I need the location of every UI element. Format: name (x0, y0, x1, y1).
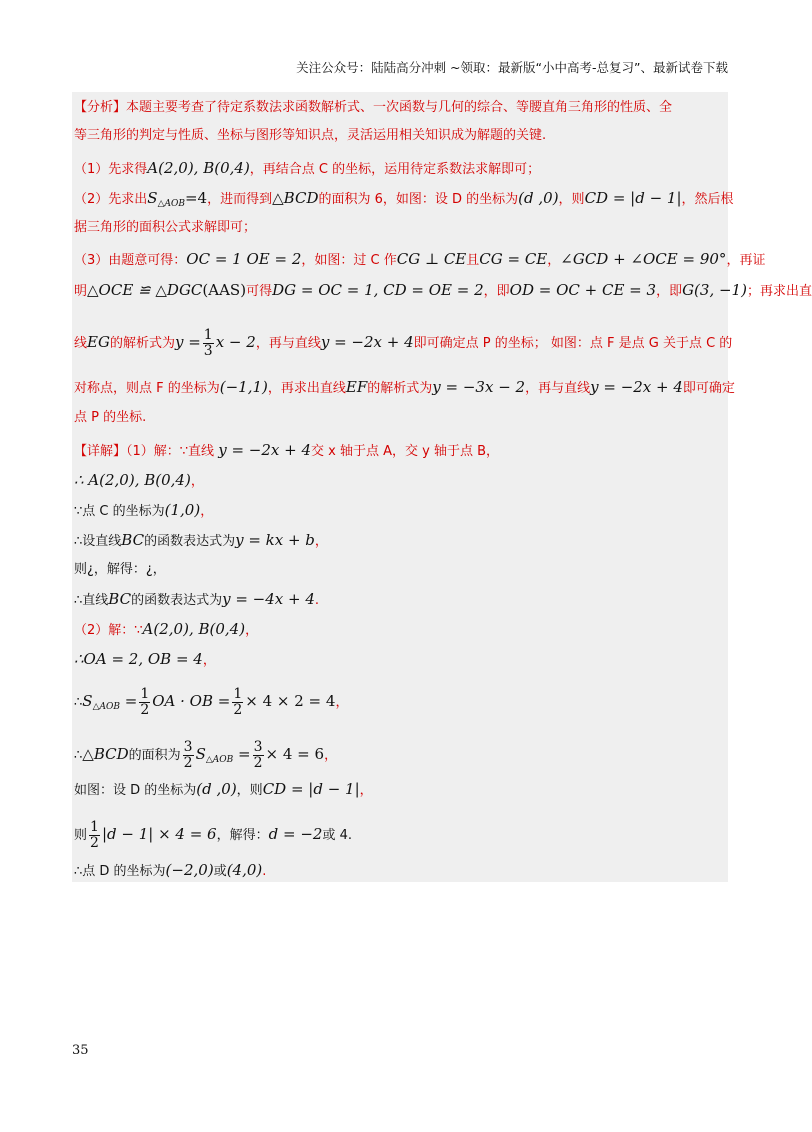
detail-line-11: 如图：设 D 的坐标为(d ,0)，则CD = |d − 1|， (74, 780, 373, 798)
analysis-step-3-line-2: 明△OCE ≌ △DGC(AAS)可得DG = OC = 1, CD = OE = 2，即OD = OC + CE = 3，即G(3, −1)；再求出直 (74, 281, 812, 299)
analysis-step-2-cont: 据三角形的面积公式求解即可； (74, 220, 257, 235)
detail-line-10: ∴△BCD的面积为 $\frac{3}{2}$ $S_{\triangle AOB}$ = $\frac{3}{2}$ × 4 = 6， (74, 739, 338, 771)
fraction-three-halves: $\frac{3}{2}$ (253, 739, 263, 771)
detail-line-12: 则 $\frac{1}{2}$ |d − 1| × 4 = 6，解得：d = −2或 4. (74, 819, 352, 851)
detail-line-13: ∴点 D 的坐标为(−2,0)或(4,0). (74, 861, 267, 879)
detail-tag: 【详解】 (74, 444, 127, 459)
analysis-line-2: 等三角形的判定与性质、坐标与图形等知识点，灵活运用相关知识成为解题的关键. (74, 128, 547, 143)
page-number: 35 (72, 1043, 89, 1058)
analysis-line-1: 【分析】本题主要考查了待定系数法求函数解析式、一次函数与几何的综合、等腰直角三角形的性质、全 (74, 100, 673, 115)
detail-line-4: ∴设直线BC的函数表达式为y = kx + b， (74, 531, 328, 549)
fraction-one-half: $\frac{1}{2}$ (233, 686, 243, 718)
analysis-step-3-line-3: 线EG的解析式为y = $\frac{1}{3}$ x − 2，再与直线y = −2x + 4即可确定点 P 的坐标； 如图：点 F 是点 G 关于点 C 的 (74, 327, 733, 359)
detail-line-2: ∴ A(2,0), B(0,4)， (74, 471, 204, 489)
solution-block (72, 92, 812, 882)
analysis-step-3-line-4: 对称点，则点 F 的坐标为(−1,1)，再求出直线EF的解析式为y = −3x − 2，再与直线y = −2x + 4即可确定 (74, 378, 735, 396)
page-header: 关注公众号：陆陆高分冲刺 ~领取：最新版“小中高考-总复习”、最新试卷下载 (296, 60, 728, 75)
detail-line-1: 【详解】（1）解：∵直线 y = −2x + 4交 x 轴于点 A，交 y 轴于点 B， (74, 441, 500, 459)
analysis-step-3-line-5: 点 P 的坐标. (74, 410, 147, 425)
fraction-one-half: $\frac{1}{2}$ (140, 686, 150, 718)
detail-line-6: ∴直线BC的函数表达式为y = −4x + 4. (74, 590, 320, 608)
detail-line-7: （2）解：∵A(2,0), B(0,4)， (74, 620, 259, 638)
detail-line-5: 则¿，解得：¿， (74, 562, 166, 577)
analysis-step-3: （3）由题意可得：OC = 1 OE = 2，如图：过 C 作CG ⊥ CE且CG = CE，∠GCD + ∠OCE = 90°，再证 (74, 250, 766, 268)
analysis-tag: 【分析】 (74, 100, 127, 115)
analysis-step-2: （2）先求出$S_{\triangle AOB}=4$，进而得到△BCD的面积为 6，如图：设 D 的坐标为(d ,0)，则CD = |d − 1|，然后根 (74, 189, 734, 209)
fraction-one-half: $\frac{1}{2}$ (90, 819, 99, 851)
detail-line-8: ∴OA = 2, OB = 4， (74, 650, 216, 668)
detail-line-3: ∵点 C 的坐标为(1,0)， (74, 501, 214, 519)
fraction-one-third: $\frac{1}{3}$ (203, 327, 213, 359)
fraction-three-halves: $\frac{3}{2}$ (183, 739, 193, 771)
analysis-step-1: （1）先求得A(2,0), B(0,4)，再结合点 C 的坐标，运用待定系数法求解即可； (74, 159, 541, 177)
detail-line-9: $\therefore S_{\triangle AOB}$ = $\frac{1}{2}$ OA · OB = $\frac{1}{2}$ × 4 × 2 = 4， (74, 686, 349, 718)
